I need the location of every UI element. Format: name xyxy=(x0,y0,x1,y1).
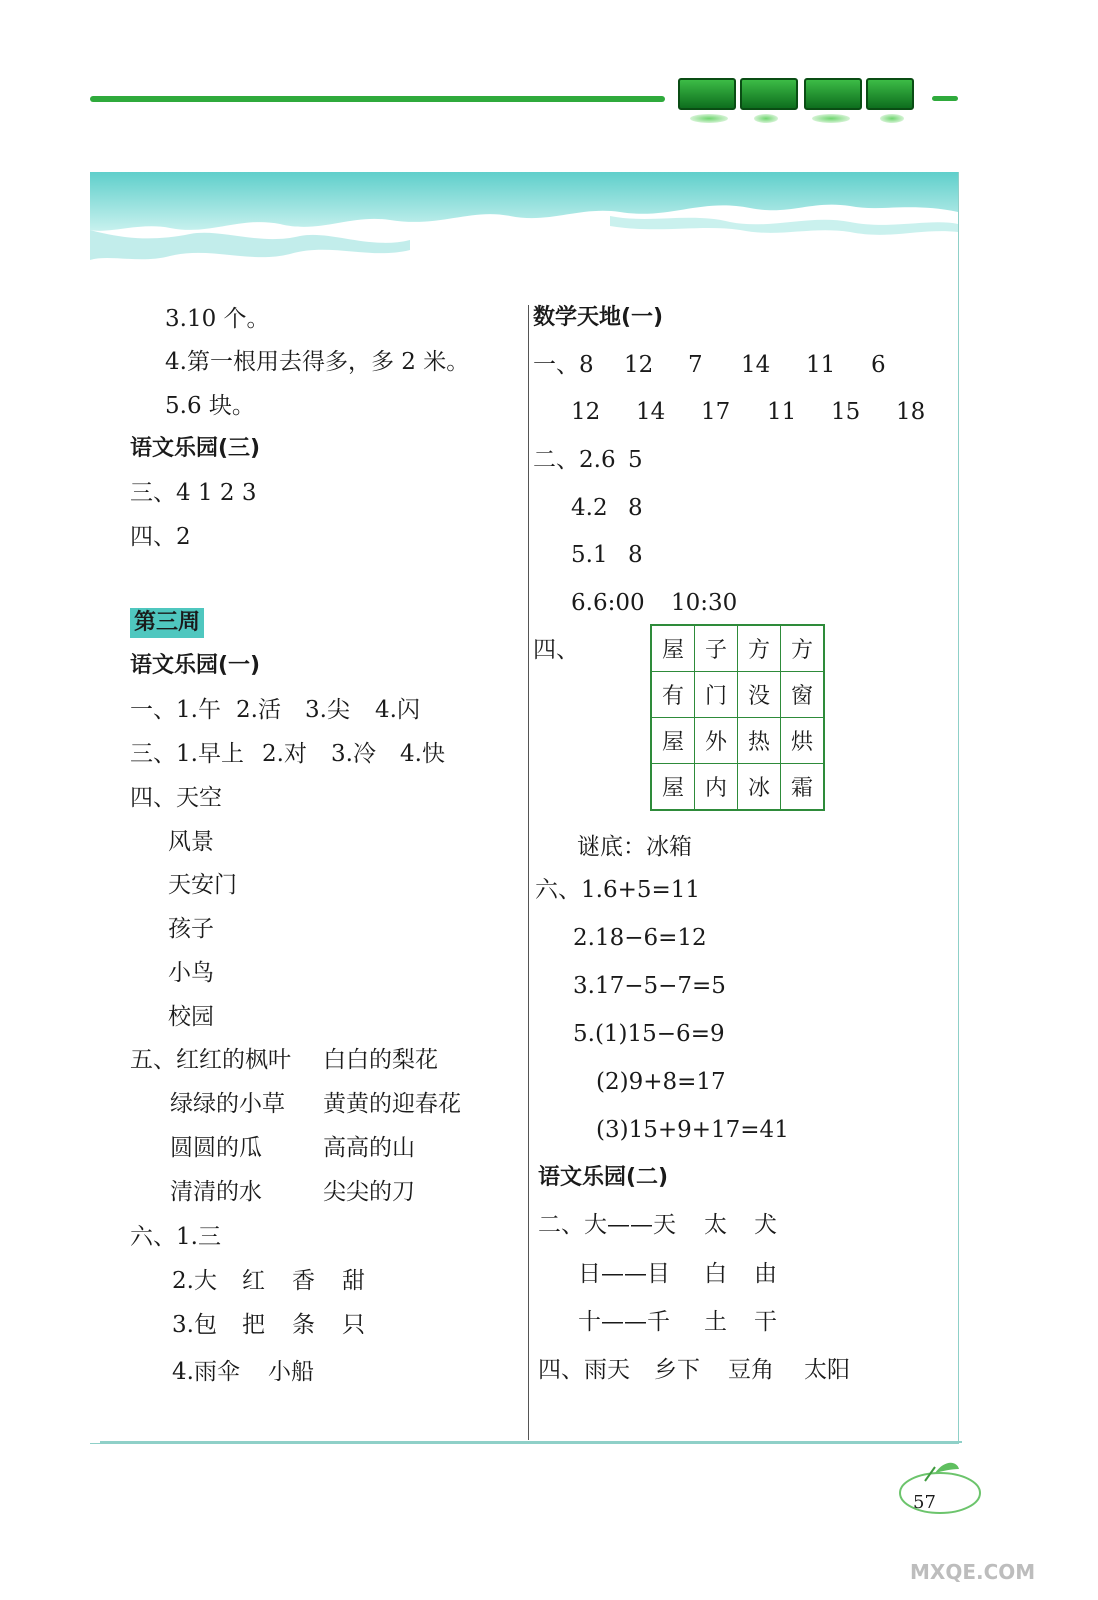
answer-item: 红 xyxy=(242,1268,265,1294)
answer-line: 六、1.三 xyxy=(130,1224,221,1250)
word-item: 乡下 xyxy=(654,1357,700,1383)
phrase-item: 绿绿的小草 xyxy=(170,1091,285,1117)
leaf-decoration-icon xyxy=(895,1455,985,1525)
grid-cell: 方 xyxy=(738,625,781,672)
number-item: 7 xyxy=(688,352,703,378)
answer-line: 校园 xyxy=(168,1004,214,1030)
number-item: 12 xyxy=(571,399,601,425)
char-item: 太 xyxy=(704,1212,727,1238)
grid-cell: 外 xyxy=(695,718,738,764)
answer-line: 四、 xyxy=(533,637,579,663)
number-item: 11 xyxy=(767,399,797,425)
section-heading: 语文乐园(一) xyxy=(130,653,261,678)
answer-item: 4.闪 xyxy=(375,697,420,723)
grid-cell: 冰 xyxy=(738,764,781,811)
answer-item: 3.尖 xyxy=(305,697,350,723)
answer-line: 风景 xyxy=(168,829,214,855)
riddle-answer: 谜底：冰箱 xyxy=(577,834,692,860)
page-number: 57 xyxy=(913,1492,936,1513)
answer-item: 只 xyxy=(342,1312,365,1338)
tile-shadow xyxy=(812,114,850,123)
grid-cell: 有 xyxy=(651,672,695,718)
riddle-grid xyxy=(650,624,825,811)
grid-cell: 方 xyxy=(781,625,825,672)
header-tile xyxy=(866,78,914,110)
number-item: 12 xyxy=(624,352,654,378)
answer-item: 5 xyxy=(628,447,643,473)
answer-item: 3.包 xyxy=(172,1312,217,1338)
answer-line: 天安门 xyxy=(168,872,237,898)
answer-item: 4.雨伞 xyxy=(172,1359,240,1385)
answer-item: 香 xyxy=(292,1268,315,1294)
header-tile xyxy=(740,78,798,110)
grid-cell: 烘 xyxy=(781,718,825,764)
char-item: 日——目 xyxy=(578,1261,670,1287)
answer-item: 一、1.午 xyxy=(130,697,221,723)
grid-cell: 没 xyxy=(738,672,781,718)
tile-shadow xyxy=(754,114,778,123)
answer-line: 3.10 个。 xyxy=(165,306,270,332)
answer-item: 把 xyxy=(242,1312,265,1338)
section-heading: 语文乐园(二) xyxy=(538,1165,669,1190)
answer-item: 2.大 xyxy=(172,1268,217,1294)
grid-cell: 子 xyxy=(695,625,738,672)
header-tile xyxy=(804,78,862,110)
equation: 5.(1)15−6=9 xyxy=(573,1021,725,1047)
answer-line: 4.第一根用去得多，多 2 米。 xyxy=(165,349,470,375)
word-item: 四、雨天 xyxy=(538,1357,630,1383)
answer-line: 四、天空 xyxy=(130,785,222,811)
bottom-rule xyxy=(100,1441,962,1443)
equation: 3.17−5−7=5 xyxy=(573,973,726,999)
phrase-item: 高高的山 xyxy=(323,1135,415,1161)
answer-item: 5.1 xyxy=(571,542,608,568)
number-item: 14 xyxy=(636,399,666,425)
char-item: 由 xyxy=(754,1261,777,1287)
grid-cell: 屋 xyxy=(651,718,695,764)
answer-item: 4.2 xyxy=(571,495,608,521)
char-item: 犬 xyxy=(754,1212,777,1238)
section-heading: 语文乐园(三) xyxy=(130,436,261,461)
tile-shadow xyxy=(880,114,904,123)
answer-item: 2.活 xyxy=(236,697,281,723)
answer-line: 5.6 块。 xyxy=(165,393,255,419)
answer-item: 2.对 xyxy=(262,741,307,767)
grid-cell: 窗 xyxy=(781,672,825,718)
char-item: 十——千 xyxy=(578,1309,670,1335)
equation: (3)15+9+17=41 xyxy=(596,1117,789,1143)
sky-banner xyxy=(90,172,958,307)
phrase-item: 清清的水 xyxy=(170,1179,262,1205)
grid-cell: 门 xyxy=(695,672,738,718)
header-rule xyxy=(90,96,665,102)
number-item: 14 xyxy=(741,352,771,378)
number-item: 6 xyxy=(871,352,886,378)
answer-item: 10:30 xyxy=(671,590,738,616)
phrase-item: 尖尖的刀 xyxy=(323,1179,415,1205)
answer-item: 二、2.6 xyxy=(533,447,616,473)
header-tile xyxy=(678,78,736,110)
grid-cell: 屋 xyxy=(651,764,695,811)
equation: (2)9+8=17 xyxy=(596,1069,726,1095)
answer-item: 4.快 xyxy=(400,741,445,767)
word-item: 豆角 xyxy=(728,1357,774,1383)
char-item: 白 xyxy=(704,1261,727,1287)
week-badge: 第三周 xyxy=(130,608,204,638)
answer-item: 小船 xyxy=(268,1359,314,1385)
answer-item: 甜 xyxy=(342,1268,365,1294)
number-item: 11 xyxy=(806,352,836,378)
watermark: MXQE.COM xyxy=(910,1560,1036,1584)
answer-item: 6.6:00 xyxy=(571,590,645,616)
answer-line: 小鸟 xyxy=(168,960,214,986)
answer-item: 8 xyxy=(628,495,643,521)
char-item: 二、大——天 xyxy=(538,1212,676,1238)
phrase-item: 圆圆的瓜 xyxy=(170,1135,262,1161)
number-item: 15 xyxy=(831,399,861,425)
answer-item: 条 xyxy=(292,1312,315,1338)
word-item: 太阳 xyxy=(804,1357,850,1383)
answer-item: 8 xyxy=(628,542,643,568)
answer-item: 三、1.早上 xyxy=(130,741,244,767)
equation: 六、1.6+5=11 xyxy=(535,877,701,903)
answer-line: 四、2 xyxy=(130,524,191,550)
phrase-item: 五、红红的枫叶 xyxy=(130,1047,291,1073)
char-item: 干 xyxy=(754,1309,777,1335)
header-rule-end xyxy=(932,96,958,101)
phrase-item: 白白的梨花 xyxy=(323,1047,438,1073)
answer-line: 三、4 1 2 3 xyxy=(130,480,257,506)
char-item: 土 xyxy=(704,1309,727,1335)
section-heading: 数学天地(一) xyxy=(533,305,664,330)
tile-shadow xyxy=(690,114,728,123)
equation: 2.18−6=12 xyxy=(573,925,707,951)
number-item: 一、8 xyxy=(533,352,594,378)
answer-line: 孩子 xyxy=(168,916,214,942)
number-item: 17 xyxy=(701,399,731,425)
number-item: 18 xyxy=(896,399,926,425)
phrase-item: 黄黄的迎春花 xyxy=(323,1091,461,1117)
column-divider xyxy=(528,305,529,1440)
grid-cell: 内 xyxy=(695,764,738,811)
grid-cell: 热 xyxy=(738,718,781,764)
answer-item: 3.冷 xyxy=(331,741,376,767)
grid-cell: 屋 xyxy=(651,625,695,672)
grid-cell: 霜 xyxy=(781,764,825,811)
